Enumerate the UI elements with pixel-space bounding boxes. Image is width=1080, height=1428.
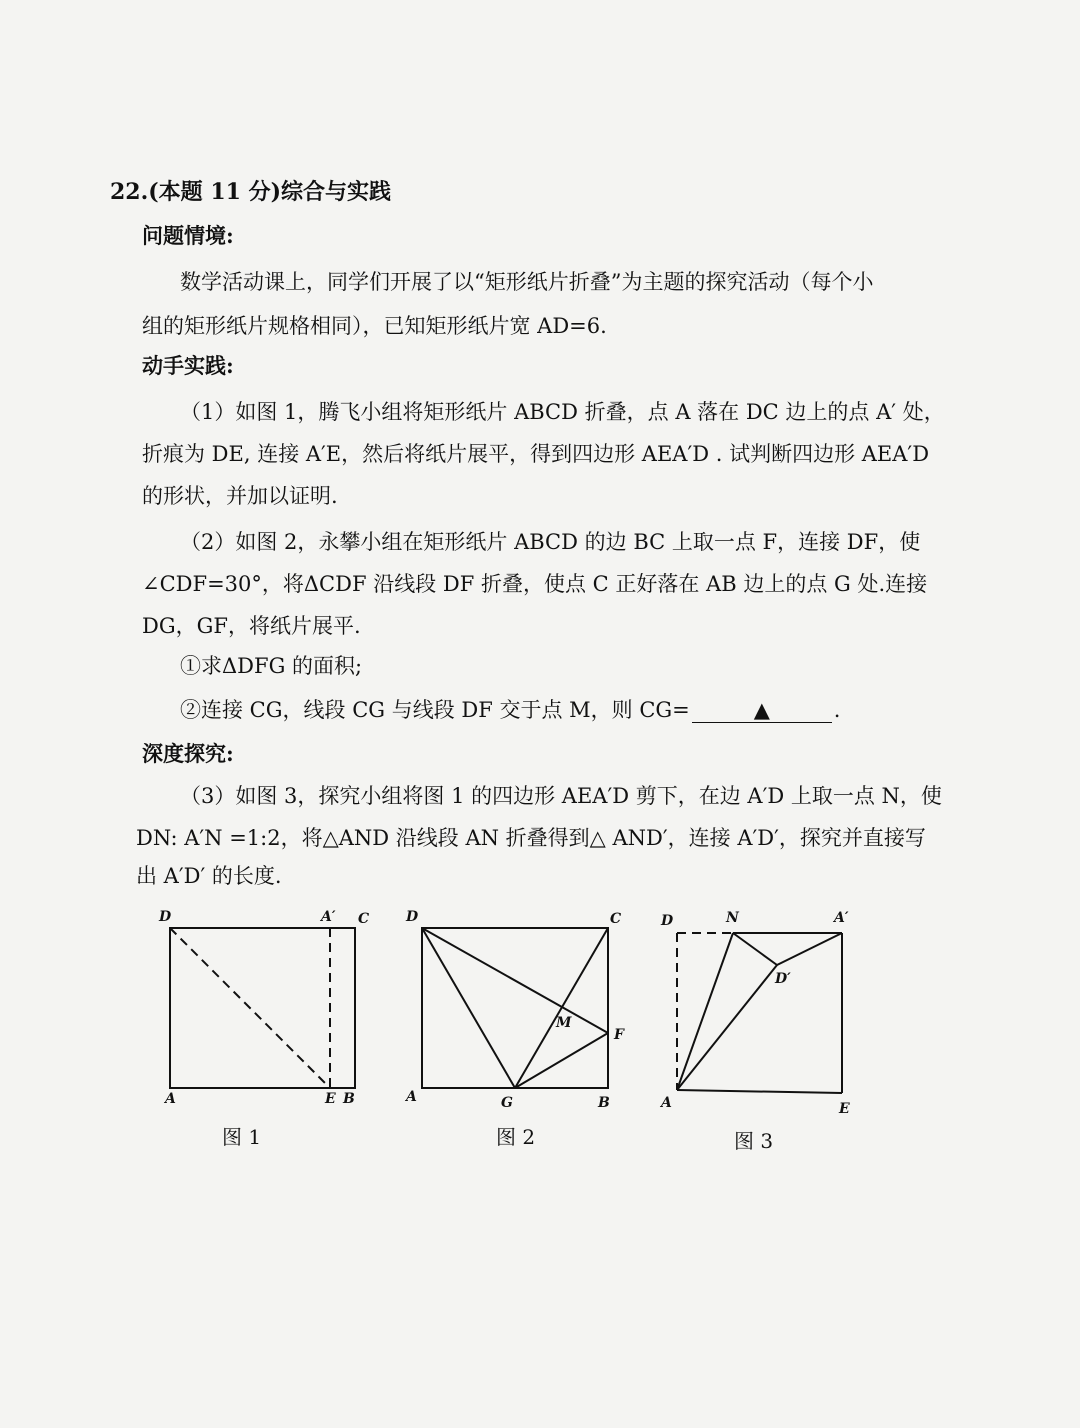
fig3-segment-ND1 (733, 933, 777, 965)
fig3-segment-AE (677, 1090, 842, 1093)
figure-1 (155, 905, 385, 1115)
part2-sub-2 (180, 696, 840, 724)
part3-line-2: DN: A′N =1:2，将△AND 沿线段 AN 折叠得到△ AND′，连接 A′D′，探究并直接写 (136, 826, 926, 850)
fig1-crease-DE (170, 928, 330, 1088)
part2-line-3: DG，GF，将纸片展平. (142, 614, 361, 638)
situation-line-1: 数学活动课上，同学们开展了以“矩形纸片折叠”为主题的探究活动（每个小 (180, 270, 874, 294)
figure-3 (655, 905, 875, 1120)
part3-line-3: 出 A′D′ 的长度. (136, 864, 282, 888)
fig1-label-B: B (343, 1091, 355, 1107)
fig3-label-A: A (661, 1095, 672, 1111)
fig1-label-C: C (358, 911, 370, 927)
part3-line-1: （3）如图 3，探究小组将图 1 的四边形 AEA′D 剪下，在边 A′D 上取一点 N，使 (180, 784, 942, 808)
answer-blank: ▲ (692, 698, 832, 723)
fig1-label-D: D (159, 909, 172, 925)
part2-sub-2-text: ②连接 CG，线段 CG 与线段 DF 交于点 M，则 CG= (180, 698, 690, 722)
part2-sub-1: ①求ΔDFG 的面积; (180, 654, 363, 678)
figure-2 (400, 905, 640, 1115)
part2-line-1: （2）如图 2，永攀小组在矩形纸片 ABCD 的边 BC 上取一点 F，连接 DF，使 (180, 530, 921, 554)
fig3-segment-A1D1 (777, 933, 842, 965)
fig1-label-A1: A′ (321, 909, 336, 925)
fig2-caption: 图 2 (496, 1125, 536, 1149)
fig2-label-D: D (406, 909, 419, 925)
part1-line-3: 的形状，并加以证明. (142, 484, 338, 508)
fig2-label-A: A (406, 1089, 417, 1105)
part2-line-2: ∠CDF=30°，将ΔCDF 沿线段 DF 折叠，使点 C 正好落在 AB 边上的点 G 处.连接 (142, 572, 928, 596)
question-heading: 22.(本题 11 分)综合与实践 (110, 179, 392, 205)
fig1-rectangle (170, 928, 355, 1088)
part1-line-2: 折痕为 DE, 连接 A′E，然后将纸片展平，得到四边形 AEA′D . 试判断四边形 AEA′D (142, 442, 930, 466)
fig1-caption: 图 1 (222, 1125, 262, 1149)
fig3-label-D1: D′ (775, 971, 791, 987)
fig3-label-D: D (661, 913, 674, 929)
fig3-segment-AN (677, 933, 733, 1090)
part2-sub-2-end: . (833, 698, 841, 722)
fig2-label-G: G (501, 1095, 513, 1111)
fig3-caption: 图 3 (734, 1129, 774, 1153)
fig1-label-E: E (325, 1091, 336, 1107)
fig2-label-F: F (614, 1027, 624, 1043)
fig2-label-C: C (610, 911, 622, 927)
fig3-label-A1: A′ (834, 910, 849, 926)
fig2-segment-GF (515, 1033, 608, 1088)
fig3-label-N: N (726, 910, 739, 926)
fig2-label-B: B (598, 1095, 610, 1111)
fig2-label-M: M (556, 1015, 572, 1031)
section-deep: 深度探究: (142, 741, 234, 766)
section-situation: 问题情境: (142, 223, 234, 248)
fig3-segment-AD1 (677, 965, 777, 1090)
fig2-segment-CG (515, 928, 608, 1088)
part1-line-1: （1）如图 1，腾飞小组将矩形纸片 ABCD 折叠，点 A 落在 DC 边上的点 A′ 处， (180, 400, 945, 424)
fig2-segment-DF (422, 928, 608, 1033)
fig2-segment-DG (422, 928, 515, 1088)
situation-line-2: 组的矩形纸片规格相同），已知矩形纸片宽 AD=6. (142, 314, 607, 338)
fig2-rectangle (422, 928, 608, 1088)
section-practice: 动手实践: (142, 353, 234, 378)
fig1-label-A: A (165, 1091, 176, 1107)
fig3-label-E: E (839, 1101, 850, 1117)
